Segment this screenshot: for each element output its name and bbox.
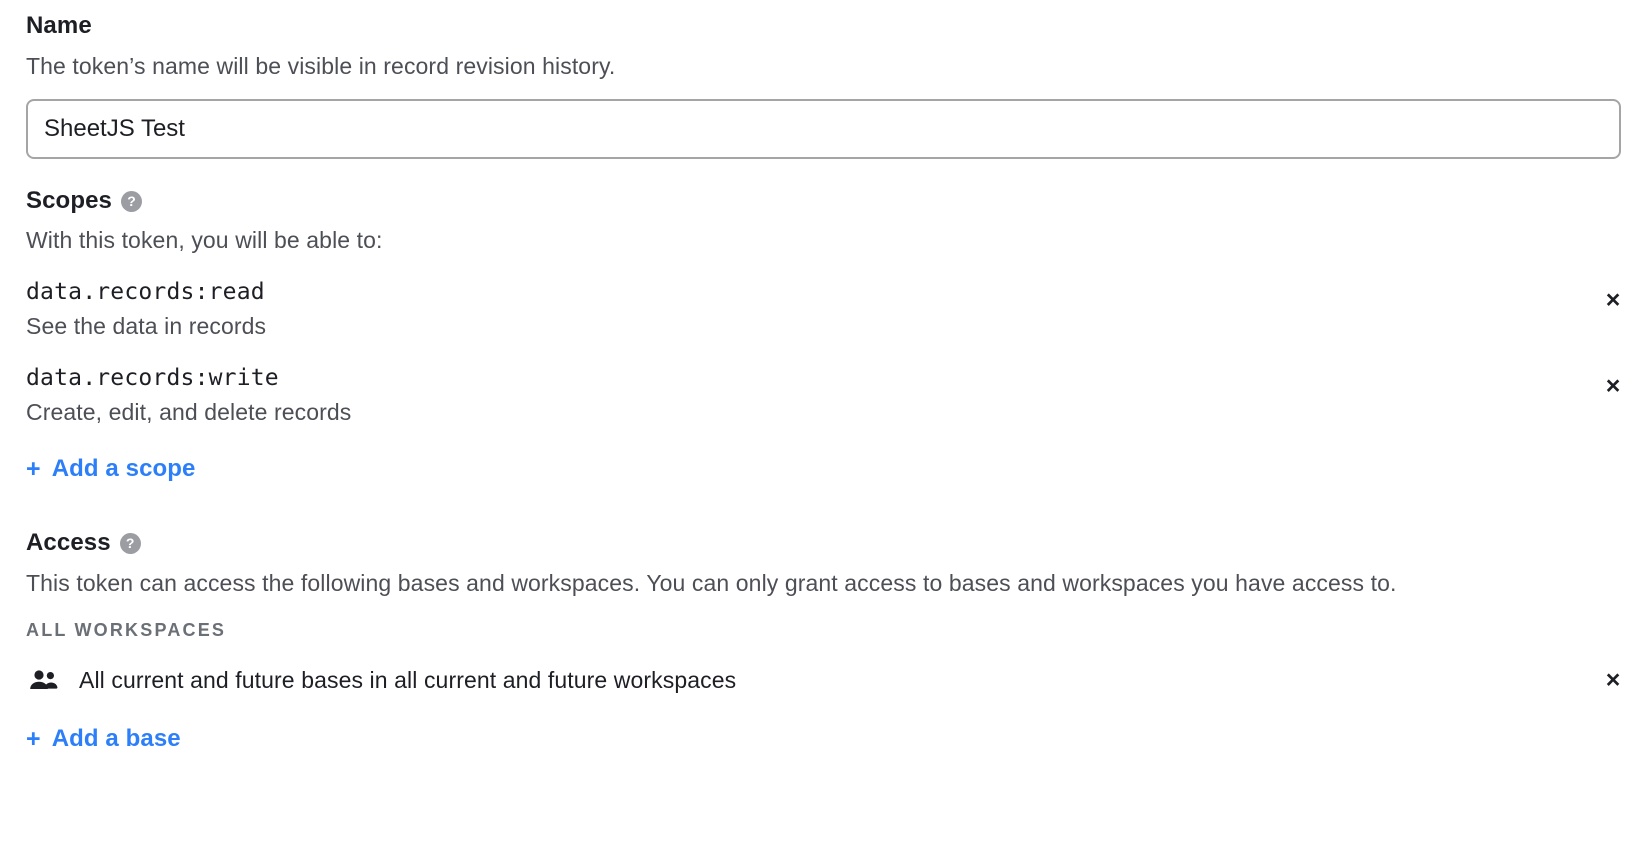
add-base-wrapper xyxy=(26,725,1626,753)
plus-icon: + xyxy=(26,724,41,753)
help-icon[interactable]: ? xyxy=(120,533,141,554)
scope-row xyxy=(26,279,1626,340)
help-icon[interactable]: ? xyxy=(121,191,142,212)
scopes-heading-row xyxy=(26,187,1626,215)
name-label: Name xyxy=(26,12,92,39)
remove-scope-icon[interactable]: × xyxy=(1605,285,1621,314)
all-workspaces-group-label: ALL WORKSPACES xyxy=(26,620,227,640)
name-helper-text: The token’s name will be visible in record revision history. xyxy=(26,53,616,79)
access-subtitle: This token can access the following bases and workspaces. You can only grant access to bases and workspaces you have access to. xyxy=(26,570,1397,596)
remove-workspace-icon[interactable]: × xyxy=(1605,665,1621,694)
access-heading: Access xyxy=(26,529,111,556)
scope-description: See the data in records xyxy=(26,313,267,339)
add-scope-wrapper xyxy=(26,455,1626,483)
add-base-label: Add a base xyxy=(51,725,181,752)
scope-row xyxy=(26,365,1626,426)
add-scope-button[interactable] xyxy=(26,455,196,483)
name-input-wrapper xyxy=(26,99,1626,159)
access-heading-row xyxy=(26,529,1626,557)
add-base-button[interactable] xyxy=(26,725,181,753)
scope-code: data.records:write xyxy=(26,365,279,391)
scopes-subtitle: With this token, you will be able to: xyxy=(26,227,383,253)
people-icon xyxy=(26,667,60,693)
add-scope-label: Add a scope xyxy=(51,455,196,482)
plus-icon: + xyxy=(26,454,41,483)
remove-scope-icon[interactable]: × xyxy=(1605,371,1621,400)
token-name-input[interactable] xyxy=(26,99,1621,159)
scope-description: Create, edit, and delete records xyxy=(26,399,352,425)
workspace-row xyxy=(26,663,1626,697)
scopes-heading: Scopes xyxy=(26,187,112,214)
workspace-label: All current and future bases in all current and future workspaces xyxy=(79,666,737,693)
scope-code: data.records:read xyxy=(26,279,265,305)
